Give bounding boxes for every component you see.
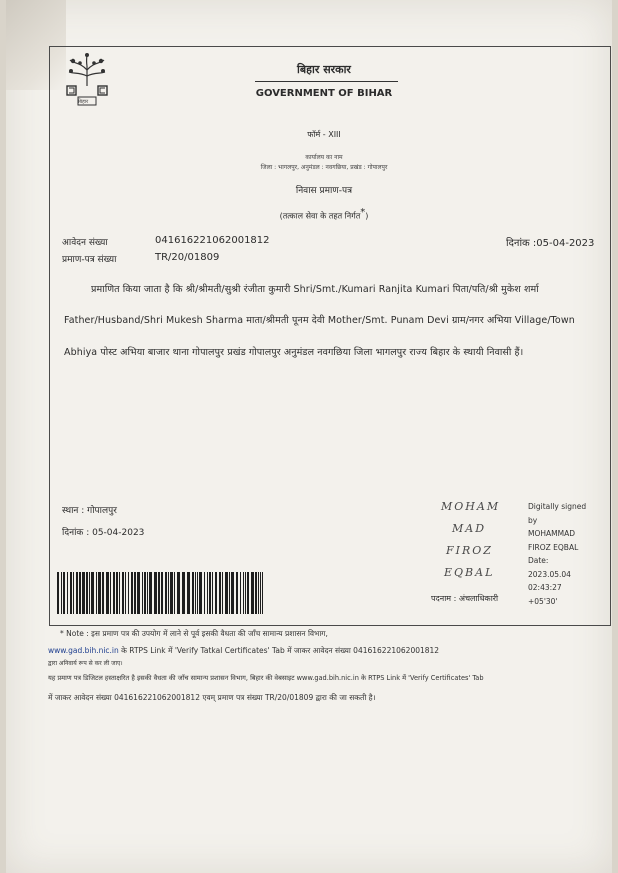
district-line: जिला : भागलपुर, अनुमंडल : नवगछिया, प्रखंड : गोपालपुर [260, 164, 388, 171]
barcode-bar [91, 572, 94, 614]
barcode-bar [170, 572, 173, 614]
barcode-bar [222, 572, 223, 614]
header-hindi-title: बिहार सरकार [297, 63, 351, 76]
barcode-bar [86, 572, 88, 614]
barcode-bar [98, 572, 101, 614]
barcode-bar [255, 572, 257, 614]
signature-line-1: MOHAM [441, 500, 501, 513]
header-english-title: GOVERNMENT OF BIHAR [255, 88, 393, 99]
barcode-bar [231, 572, 234, 614]
barcode-bar [116, 572, 118, 614]
barcode-bar [144, 572, 146, 614]
barcode-bar [204, 572, 205, 614]
barcode-bar [195, 572, 196, 614]
barcode-bar [168, 572, 169, 614]
date-label: दिनांक : [506, 238, 537, 249]
digital-signature-block [528, 500, 586, 608]
barcode-bar [187, 572, 190, 614]
barcode-bar [177, 572, 180, 614]
barcode-bar [106, 572, 109, 614]
barcode-bar [236, 572, 238, 614]
barcode-bar [70, 572, 72, 614]
certificate-title: निवास प्रमाण-पत्र [295, 186, 353, 196]
barcode-bar [258, 572, 259, 614]
barcode-bar [243, 572, 244, 614]
barcode-bar [147, 572, 148, 614]
barcode-bar [215, 572, 217, 614]
barcode-bar [96, 572, 97, 614]
barcode-bar [142, 572, 143, 614]
barcode-bar [209, 572, 211, 614]
barcode-bar [229, 572, 230, 614]
barcode-bar [247, 572, 249, 614]
barcode-bar [82, 572, 85, 614]
barcode-bar [113, 572, 115, 614]
barcode-bar [174, 572, 175, 614]
barcode-bar [149, 572, 152, 614]
barcode-bar [131, 572, 133, 614]
barcode-bar [76, 572, 78, 614]
digi-line-3: MOHAMMAD [528, 529, 575, 538]
issued-under-close: ) [365, 211, 369, 221]
issued-under-mark: * [360, 207, 366, 218]
form-number: फॉर्म - XIII [307, 130, 341, 139]
issued-under-text: (तत्काल सेवा के तहत निर्गत [279, 211, 361, 221]
barcode-bar [110, 572, 111, 614]
barcode-icon [57, 572, 263, 614]
barcode-bar [63, 572, 65, 614]
barcode-bar [134, 572, 136, 614]
digi-line-6: 2023.05.04 [528, 569, 571, 579]
barcode-bar [128, 572, 129, 614]
barcode-bar [165, 572, 167, 614]
body-line-1: प्रमाणित किया जाता है कि श्री/श्रीमती/सुश्री रंजीता कुमारी Shri/Smt./Kumari Ranjita Kumari पिता/पति/श्री मुकेश शर्मा [91, 284, 539, 295]
digi-line-1: Digitally signed [528, 502, 587, 511]
barcode-bar [79, 572, 81, 614]
date-value: 05-04-2023 [536, 238, 595, 249]
barcode-bar [260, 572, 261, 614]
note-site-link[interactable]: www.gad.bih.nic.in [48, 646, 119, 655]
date-field [506, 235, 594, 249]
office-name: कार्यालय का नाम [305, 154, 343, 161]
digi-line-8: +05'30' [528, 596, 558, 606]
barcode-bar [158, 572, 160, 614]
barcode-bar [262, 572, 263, 614]
digi-line-4: FIROZ EQBAL [528, 542, 579, 552]
body-line-2: Father/Husband/Shri Mukesh Sharma माता/श्रीमती पूनम देवी Mother/Smt. Punam Devi ग्राम/नगर अभिया Village/Town [64, 315, 575, 326]
body-line-3: Abhiya पोस्ट अभिया बाजार थाना गोपालपुर प्रखंड गोपालपुर अनुमंडल नवगछिया जिला भागलपुर राज्य बिहार के स्थायी निवासी हैं। [64, 347, 524, 358]
barcode-bar [240, 572, 241, 614]
footer-date: दिनांक : 05-04-2023 [62, 528, 145, 538]
barcode-bar [154, 572, 157, 614]
barcode-bar [67, 572, 68, 614]
barcode-bar [225, 572, 228, 614]
signature-line-4: EQBAL [444, 566, 495, 579]
barcode-bar [61, 572, 62, 614]
barcode-bar [57, 572, 59, 614]
digi-line-5: Date: [528, 556, 549, 565]
certificate-number: TR/20/01809 [155, 252, 220, 263]
barcode-bar [197, 572, 198, 614]
barcode-bar [182, 572, 185, 614]
issued-under-line [0, 207, 618, 222]
barcode-bar [192, 572, 194, 614]
barcode-bar [161, 572, 163, 614]
digi-line-2: by [528, 515, 538, 525]
note-line-1: * Note : इस प्रमाण पत्र की उपयोग में लाने से पूर्व इसकी वैधता की जाँच सामान्य प्रशासन विभाग, [60, 629, 328, 638]
barcode-bar [245, 572, 246, 614]
barcode-bar [119, 572, 120, 614]
note-line-4: यह प्रमाण पत्र डिजिटल हस्ताक्षरित है इसकी वैधता की जाँच सामान्य प्रशासन विभाग, बिहार की वेबसाइट www.gad.bih.nic.in के RTPS Link में 'Verify Certificates' Tab [48, 674, 484, 682]
barcode-bar [207, 572, 208, 614]
barcode-bar [137, 572, 140, 614]
barcode-bar [102, 572, 104, 614]
barcode-bar [73, 572, 74, 614]
barcode-bar [89, 572, 90, 614]
barcode-bar [125, 572, 126, 614]
note-line-3: द्वारा अनिवार्य रूप से कर ली जाए। [48, 660, 123, 667]
barcode-bar [219, 572, 221, 614]
note-line-2-text: के RTPS Link में 'Verify Tatkal Certificates' Tab में जाकर आवेदन संख्या 041616221062001812 [121, 646, 440, 655]
application-number: 041616221062001812 [155, 235, 270, 246]
note-line-5: में जाकर आवेदन संख्या 041616221062001812 एवम् प्रमाण पत्र संख्या TR/20/01809 द्वारा की जा सकती है। [48, 693, 376, 702]
header-divider [255, 81, 398, 82]
barcode-bar [212, 572, 213, 614]
barcode-bar [251, 572, 254, 614]
signature-line-3: FIROZ [446, 544, 493, 557]
officer-designation: पदनाम : अंचलाधिकारी [431, 594, 499, 603]
place-label: स्थान : गोपालपुर [62, 506, 117, 516]
certificate-label: प्रमाण-पत्र संख्या [62, 255, 117, 265]
signature-line-2: MAD [452, 522, 487, 535]
note-line-2 [48, 646, 439, 656]
barcode-bar [122, 572, 124, 614]
emblem-text: बिहार [78, 99, 89, 105]
application-label: आवेदन संख्या [62, 238, 108, 248]
digi-line-7: 02:43:27 [528, 583, 562, 592]
barcode-bar [199, 572, 202, 614]
